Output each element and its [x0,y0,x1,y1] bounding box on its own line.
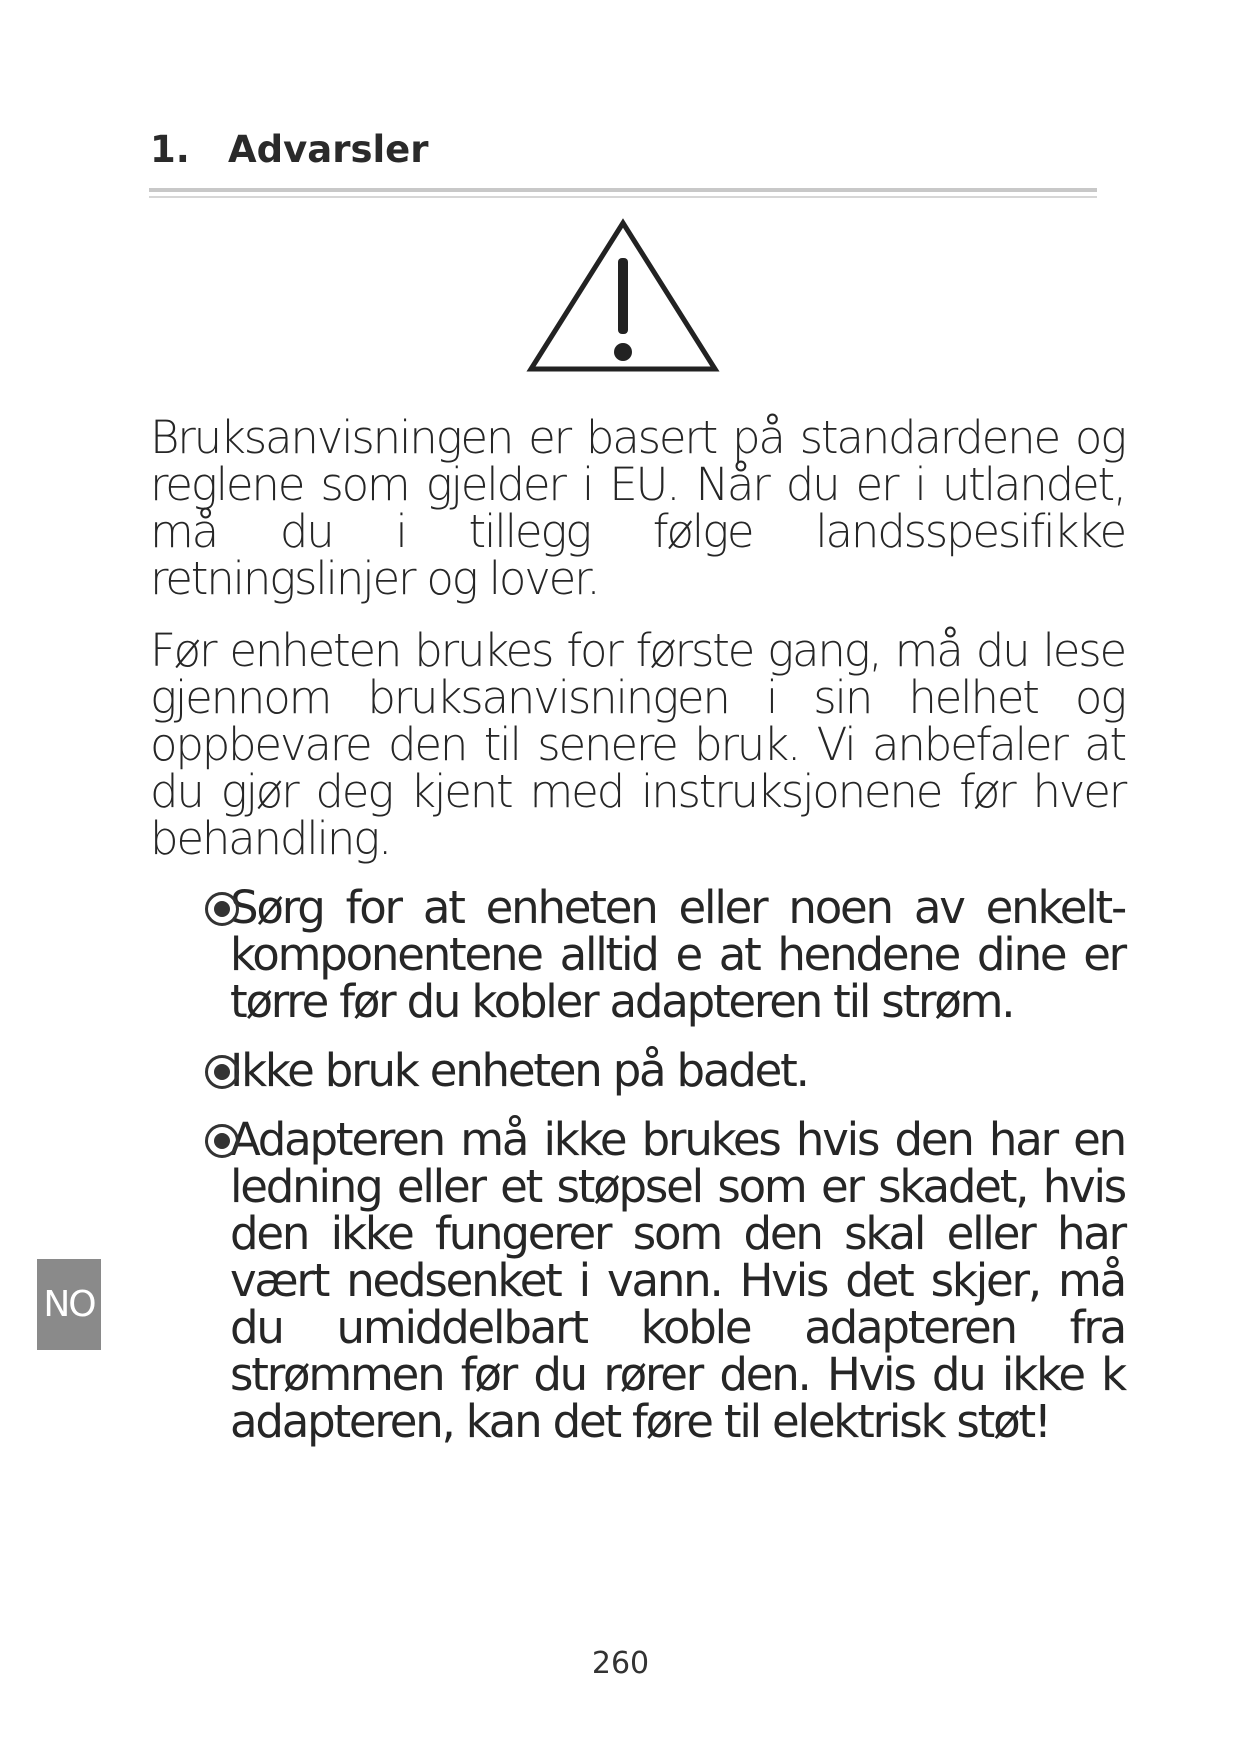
circle-bullet-icon [205,1055,239,1089]
list-item [200,881,1125,1028]
warning-triangle-icon [526,218,720,374]
language-tab: NO [37,1259,101,1350]
section-title: Advarsler [228,128,429,171]
section-number: 1. [150,128,190,171]
heading-rule-thin [149,196,1097,198]
list-item [200,1113,1125,1448]
list-item [200,1044,1125,1097]
circle-bullet-icon [205,1124,239,1158]
list-item-text: Ikke bruk enheten på badet. [230,1044,808,1097]
heading-rule [149,188,1097,192]
page-number: 260 [591,1646,650,1681]
section-heading [150,128,429,171]
intro-paragraph: Bruksanvisningen er basert på standardene og reglene som gjelder i EU. Når du er i utlandet, må du i tillegg følge landsspesifikke retningslinjer og lover. [150,411,1125,605]
list-item-text: Adapteren må ikke brukes hvis den har en ledning eller et støpsel som er skadet, hvis den ikke fungerer som den skal eller har vært nedsenket i vann. Hvis det skjer, må du umiddelbart koble adapteren fra strømmen før du rører den. Hvis du ikke k adapteren, kan det føre til elektrisk støt! [230,1113,1125,1448]
circle-bullet-icon [205,892,239,926]
instructions-paragraph: Før enheten brukes for første gang, må du lese gjennom bruksanvisningen i sin helhet og oppbevare den til senere bruk. Vi anbefaler at du gjør deg kjent med instruksjonene før hver behandling. [150,624,1125,865]
list-item-text: Sørg for at enheten eller noen av enkelt- komponentene alltid e at hendene dine er tørre før du kobler adapteren til strøm. [230,881,1125,1028]
warning-list [200,881,1125,1467]
